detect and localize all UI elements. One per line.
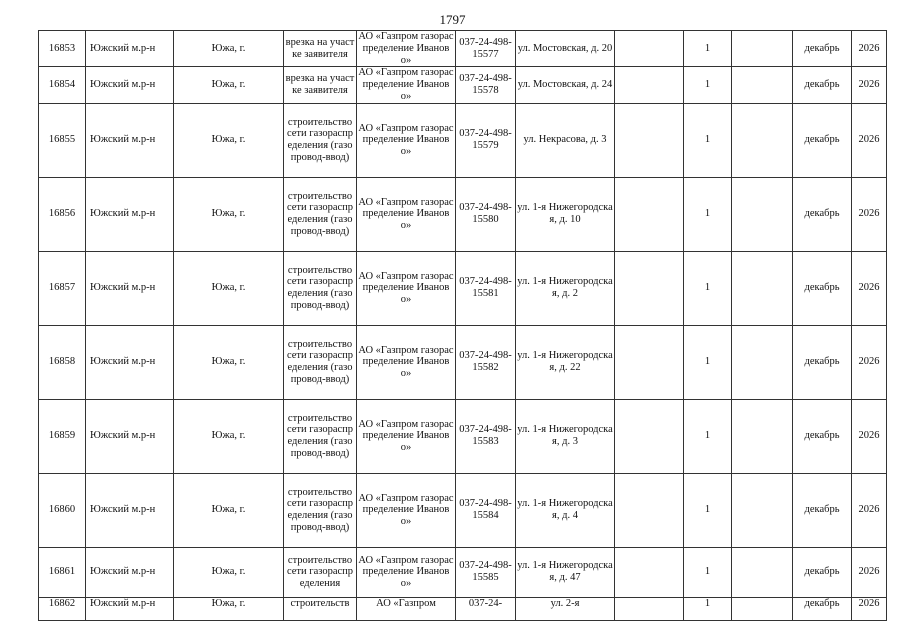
cell-year: 2026: [852, 31, 887, 67]
cell-month: декабрь: [793, 177, 852, 251]
cell-year: 2026: [852, 67, 887, 103]
cell-empty: [732, 31, 793, 67]
cell-number: 16858: [39, 325, 86, 399]
cell-empty: [615, 177, 684, 251]
cell-empty: [732, 547, 793, 597]
cell-organization: АО «Газпром газораспределение Иваново»: [357, 473, 456, 547]
cell-quantity: 1: [684, 547, 732, 597]
cell-year: 2026: [852, 547, 887, 597]
cell-town: Южа, г.: [174, 325, 284, 399]
cell-month: декабрь: [793, 67, 852, 103]
cell-empty: [615, 325, 684, 399]
cell-district: Южский м.р-н: [86, 399, 174, 473]
cell-number: 16854: [39, 67, 86, 103]
cell-code: 037-24-498-15580: [456, 177, 516, 251]
cell-district: Южский м.р-н: [86, 67, 174, 103]
cell-quantity: 1: [684, 31, 732, 67]
cell-district: Южский м.р-н: [86, 103, 174, 177]
cell-empty: [615, 473, 684, 547]
cell-work-type: строительство сети газораспределения (газопровод-ввод): [284, 177, 357, 251]
cell-month: декабрь: [793, 31, 852, 67]
cell-empty: [615, 251, 684, 325]
table-row: [39, 473, 887, 547]
table-row: [39, 177, 887, 251]
cell-district: Южский м.р-н: [86, 547, 174, 597]
cell-organization: АО «Газпром газораспределение Иваново»: [357, 251, 456, 325]
table-row: [39, 251, 887, 325]
cell-town: Южа, г.: [174, 67, 284, 103]
cell-month: декабрь: [793, 325, 852, 399]
cell-work-type: строительство сети газораспределения: [284, 547, 357, 597]
cell-work-type: строительство сети газораспределения (газопровод-ввод): [284, 399, 357, 473]
cell-number: 16861: [39, 547, 86, 597]
cell-organization: АО «Газпром газораспределение Иваново»: [357, 177, 456, 251]
cell-quantity: 1: [684, 103, 732, 177]
cell-work-type: строительство сети газораспределения (газопровод-ввод): [284, 103, 357, 177]
table-row: [39, 399, 887, 473]
cell-empty: [732, 399, 793, 473]
cell-code: 037-24-498-15579: [456, 103, 516, 177]
cell-number: 16860: [39, 473, 86, 547]
cell-code: 037-24-498-15578: [456, 67, 516, 103]
cell-year: 2026: [852, 177, 887, 251]
cell-code: 037-24-498-15585: [456, 547, 516, 597]
cell-code: 037-24-498-15583: [456, 399, 516, 473]
cell-empty: [615, 597, 684, 620]
cell-month: декабрь: [793, 103, 852, 177]
cell-number: 16862: [39, 597, 86, 620]
cell-year: 2026: [852, 251, 887, 325]
cell-district: Южский м.р-н: [86, 31, 174, 67]
cell-town: Южа, г.: [174, 31, 284, 67]
cell-district: Южский м.р-н: [86, 325, 174, 399]
table-row: [39, 31, 887, 67]
cell-address: ул. 1-я Нижегородская, д. 4: [516, 473, 615, 547]
cell-district: Южский м.р-н: [86, 597, 174, 620]
cell-empty: [732, 177, 793, 251]
cell-address: ул. Мостовская, д. 20: [516, 31, 615, 67]
cell-year: 2026: [852, 399, 887, 473]
cell-year: 2026: [852, 325, 887, 399]
cell-number: 16859: [39, 399, 86, 473]
cell-work-type: врезка на участке заявителя: [284, 67, 357, 103]
cell-district: Южский м.р-н: [86, 473, 174, 547]
cell-address: ул. Мостовская, д. 24: [516, 67, 615, 103]
cell-code: 037-24-498-15582: [456, 325, 516, 399]
cell-empty: [732, 325, 793, 399]
cell-number: 16857: [39, 251, 86, 325]
cell-year: 2026: [852, 473, 887, 547]
cell-district: Южский м.р-н: [86, 251, 174, 325]
cell-number: 16856: [39, 177, 86, 251]
cell-code: 037-24-498-15577: [456, 31, 516, 67]
cell-work-type: строительств: [284, 597, 357, 620]
cell-empty: [615, 547, 684, 597]
cell-empty: [732, 251, 793, 325]
cell-organization: АО «Газпром газораспределение Иваново»: [357, 103, 456, 177]
cell-address: ул. 1-я Нижегородская, д. 10: [516, 177, 615, 251]
cell-town: Южа, г.: [174, 473, 284, 547]
cell-code: 037-24-498-15584: [456, 473, 516, 547]
cell-organization: АО «Газпром газораспределение Иваново»: [357, 399, 456, 473]
cell-month: декабрь: [793, 473, 852, 547]
cell-organization: АО «Газпром: [357, 597, 456, 620]
cell-quantity: 1: [684, 325, 732, 399]
cell-month: декабрь: [793, 399, 852, 473]
cell-town: Южа, г.: [174, 597, 284, 620]
cell-quantity: 1: [684, 251, 732, 325]
cell-town: Южа, г.: [174, 547, 284, 597]
cell-number: 16855: [39, 103, 86, 177]
cell-organization: АО «Газпром газораспределение Иваново»: [357, 325, 456, 399]
cell-work-type: строительство сети газораспределения (газопровод-ввод): [284, 325, 357, 399]
cell-empty: [615, 103, 684, 177]
cell-town: Южа, г.: [174, 251, 284, 325]
cell-month: декабрь: [793, 547, 852, 597]
table-row: [39, 103, 887, 177]
cell-year: 2026: [852, 103, 887, 177]
cell-empty: [732, 67, 793, 103]
cell-address: ул. 1-я Нижегородская, д. 2: [516, 251, 615, 325]
cell-month: декабрь: [793, 251, 852, 325]
cell-quantity: 1: [684, 473, 732, 547]
cell-work-type: врезка на участке заявителя: [284, 31, 357, 67]
cell-empty: [732, 103, 793, 177]
cell-town: Южа, г.: [174, 103, 284, 177]
cell-address: ул. Некрасова, д. 3: [516, 103, 615, 177]
cell-month: декабрь: [793, 597, 852, 620]
cell-address: ул. 1-я Нижегородская, д. 47: [516, 547, 615, 597]
cell-address: ул. 2-я: [516, 597, 615, 620]
table-row: [39, 597, 887, 620]
cell-empty: [615, 31, 684, 67]
cell-organization: АО «Газпром газораспределение Иваново»: [358, 31, 454, 66]
cell-town: Южа, г.: [174, 177, 284, 251]
page-number: 1797: [439, 12, 466, 27]
cell-district: Южский м.р-н: [86, 177, 174, 251]
cell-organization: АО «Газпром газораспределение Иваново»: [357, 547, 456, 597]
cell-quantity: 1: [684, 177, 732, 251]
cell-empty: [615, 67, 684, 103]
cell-code: 037-24-498-15581: [456, 251, 516, 325]
table-body: [39, 31, 887, 621]
cell-empty: [732, 473, 793, 547]
table-row: [39, 67, 887, 103]
cell-work-type: строительство сети газораспределения (газопровод-ввод): [284, 473, 357, 547]
cell-code: 037-24-: [456, 597, 516, 620]
cell-year: 2026: [852, 597, 887, 620]
records-table: [38, 30, 887, 621]
cell-town: Южа, г.: [174, 399, 284, 473]
cell-work-type: строительство сети газораспределения (газопровод-ввод): [284, 251, 357, 325]
cell-quantity: 1: [684, 67, 732, 103]
cell-empty: [732, 597, 793, 620]
cell-quantity: 1: [684, 597, 732, 620]
cell-organization: АО «Газпром газораспределение Иваново»: [358, 67, 454, 102]
cell-number: 16853: [39, 31, 86, 67]
cell-address: ул. 1-я Нижегородская, д. 22: [516, 325, 615, 399]
table-row: [39, 547, 887, 597]
cell-quantity: 1: [684, 399, 732, 473]
cell-address: ул. 1-я Нижегородская, д. 3: [516, 399, 615, 473]
table-row: [39, 325, 887, 399]
cell-empty: [615, 399, 684, 473]
